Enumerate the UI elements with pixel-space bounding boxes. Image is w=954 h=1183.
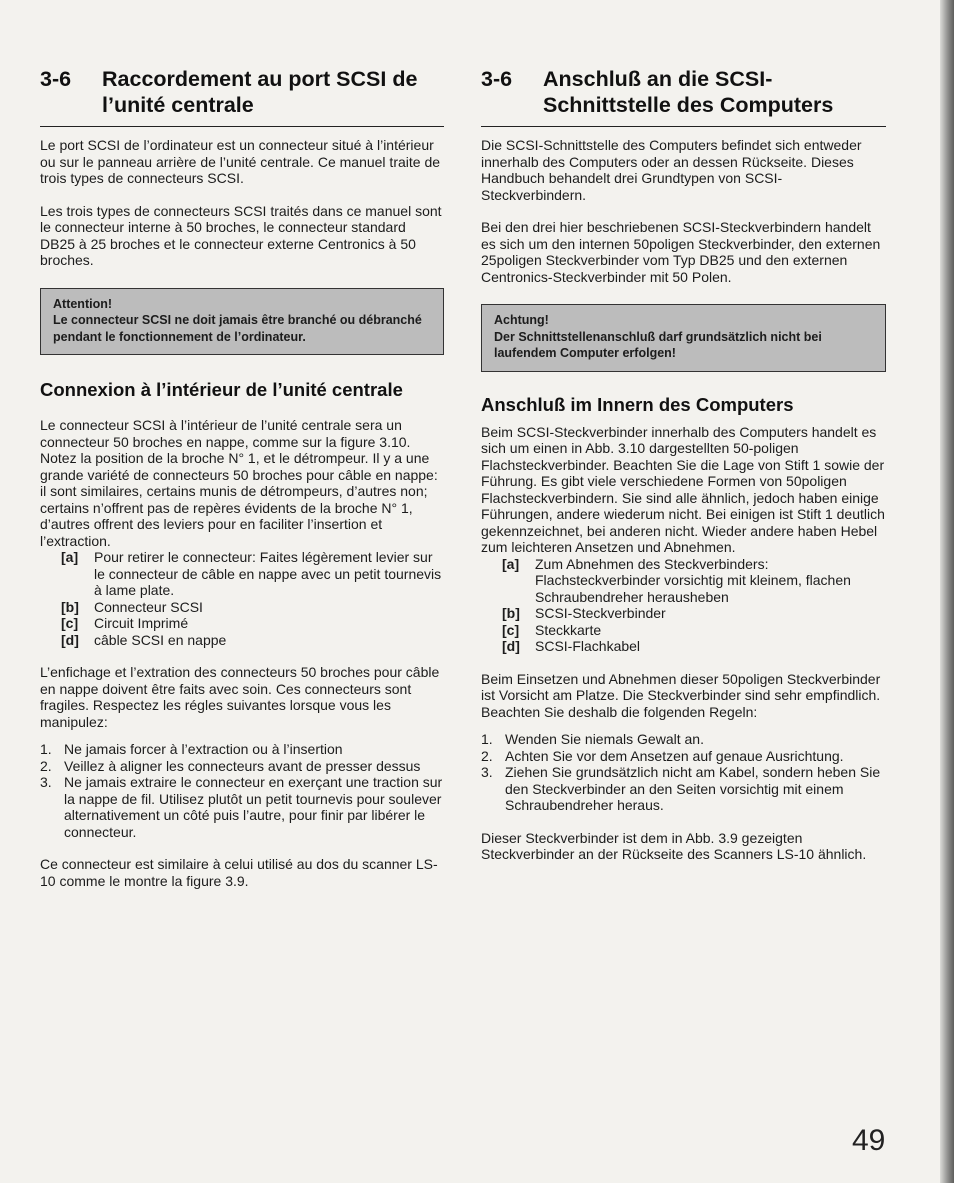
french-paragraph-3: Le connecteur SCSI à l’intérieur de l’unité centrale sera un connecteur 50 broches en nappe, comme sur la figure 3.10. Notez la position de la broche N° 1, et le détrompeur. Il y a une grande variété de connecteurs 50 broches pour câble en nappe: il sont similaires, certains munis de détrompeurs, d’autres non; certains n’offrent pas de repères évidents de la broche N° 1, d’autres offrent des leviers pour en faciliter l’insertion et l’extraction.	[40, 417, 438, 549]
german-paragraph-1: Die SCSI-Schnittstelle des Computers befindet sich entweder innerhalb des Computers oder an dessen Rückseite. Dieses Handbuch behandelt drei Grundtypen von SCSI-Steckverbindern.	[481, 137, 862, 203]
french-warning-text: Le connecteur SCSI ne doit jamais être branché ou débranché pendant le fonctionnement de l’ordinateur.	[53, 313, 422, 344]
french-heading-rule	[40, 126, 444, 127]
list-item: [a] Zum Abnehmen des Steckverbinders: Flachsteckverbinder vorsichtig mit kleinem, flachen Schraubendreher herausheben	[502, 555, 851, 605]
list-item: 3. Ne jamais extraire le connecteur en exerçant une traction sur la nappe de fil. Utilisez plutôt un petit tournevis pour soulever alternativement un côté puis l’autre, pour finir par libérer le connecteur.	[40, 774, 443, 840]
french-section-title: Raccordement au port SCSI de l’unité centrale	[102, 67, 418, 117]
german-warning-title: Achtung!	[494, 313, 549, 327]
list-item: [c] Circuit Imprimé	[61, 615, 189, 631]
list-item: [d] câble SCSI en nappe	[61, 631, 227, 648]
french-section-number: 3-6	[40, 67, 72, 91]
german-paragraph-3: Beim SCSI-Steckverbinder innerhalb des Computers handelt es sich um einen in Abb. 3.10 dargestellten 50-poligen Flachsteckverbinder. Beachten Sie die Lage von Stift 1 sowie der Führung. Es gibt viele verschiedene Formen von 50poligen Flachsteckverbindern. Sie sind alle ähnlich, jedoch haben einige Führungen, andere wiederum nicht. Bei einigen ist Stift 1 deutlich gekennzeichnet, bei anderen nicht. Wieder andere haben Hebel zum leichteren Ansetzen und Abnehmen.	[481, 423, 885, 555]
list-item: [b] Connecteur SCSI	[61, 598, 203, 615]
french-subheading: Connexion à l’intérieur de l’unité centrale	[40, 379, 403, 400]
list-item: 2. Achten Sie vor dem Ansetzen auf genaue Ausrichtung.	[481, 747, 844, 764]
french-warning-title: Attention!	[53, 296, 113, 311]
french-column	[40, 66, 444, 889]
french-paragraph-1: Le port SCSI de l’ordinateur est un connecteur situé à l’intérieur ou sur le panneau arrière de l’unité centrale. Ce manuel traite de trois types de connecteurs SCSI.	[40, 137, 441, 186]
french-paragraph-5: Ce connecteur est similaire à celui utilisé au dos du scanner LS-10 comme le montre la figure 3.9.	[40, 856, 438, 889]
list-item: [d] SCSI-Flachkabel	[502, 638, 641, 654]
list-item: 2. Veillez à aligner les connecteurs avant de presser dessus	[40, 757, 421, 774]
list-item: 3. Ziehen Sie grundsätzlich nicht am Kabel, sondern heben Sie den Steckverbinder an den Seiten vorsichtig mit einem Schraubendreher heraus.	[481, 764, 881, 813]
german-rules-list	[481, 731, 886, 814]
german-subheading: Anschluß im Innern des Computers	[481, 393, 794, 415]
german-section-title: Anschluß an die SCSI-Schnittstelle des Computers	[543, 67, 834, 117]
german-section-heading	[481, 66, 886, 118]
french-rules-list	[40, 741, 444, 840]
german-paragraph-2: Bei den drei hier beschriebenen SCSI-Steckverbindern handelt es sich um den internen 50poligen Steckverbinder, den externen 25poligen Steckverbinder vom Typ DB25 und den externen Centronics-Steckverbinder mit 50 Polen.	[481, 219, 881, 285]
french-legend-list	[61, 549, 444, 648]
list-item: [a] Pour retirer le connecteur: Faites légèrement levier sur le connecteur de câble en nappe avec un petit tournevis à lame plate.	[61, 549, 442, 598]
german-legend-list	[502, 556, 886, 655]
page-number: 49	[852, 1124, 886, 1157]
german-heading-rule	[481, 126, 886, 127]
french-warning-box	[40, 288, 444, 356]
german-section-number: 3-6	[481, 67, 513, 91]
german-column	[481, 66, 886, 863]
page-edge	[940, 0, 954, 1183]
list-item: 1. Ne jamais forcer à l’extraction ou à l’insertion	[40, 741, 343, 757]
list-item: [c] Steckkarte	[502, 621, 602, 638]
german-warning-text: Der Schnittstellenanschluß darf grundsätzlich nicht bei laufendem Computer erfolgen!	[494, 329, 822, 360]
german-paragraph-4: Beim Einsetzen und Abnehmen dieser 50poligen Steckverbinder ist Vorsicht am Platze. Die Steckverbinder sind sehr empfindlich. Beachten Sie deshalb die folgenden Regeln:	[481, 670, 881, 720]
french-paragraph-4: L’enfichage et l’extration des connecteurs 50 broches pour câble en nappe doivent être faits avec soin. Ces connecteurs sont fragiles. Respectez les régles suivantes lorsque vous les manipulez:	[40, 664, 440, 730]
french-paragraph-2: Les trois types de connecteurs SCSI traités dans ce manuel sont le connecteur interne à 50 broches, le connecteur standard DB25 à 25 broches et le connecteur externe Centronics à 50 broches.	[40, 202, 442, 268]
french-section-heading	[40, 66, 444, 118]
german-paragraph-5: Dieser Steckverbinder ist dem in Abb. 3.9 gezeigten Steckverbinder an der Rückseite des Scanners LS-10 ähnlich.	[481, 829, 867, 862]
list-item: [b] SCSI-Steckverbinder	[502, 605, 666, 621]
german-warning-box	[481, 304, 886, 372]
list-item: 1. Wenden Sie niemals Gewalt an.	[481, 731, 704, 747]
